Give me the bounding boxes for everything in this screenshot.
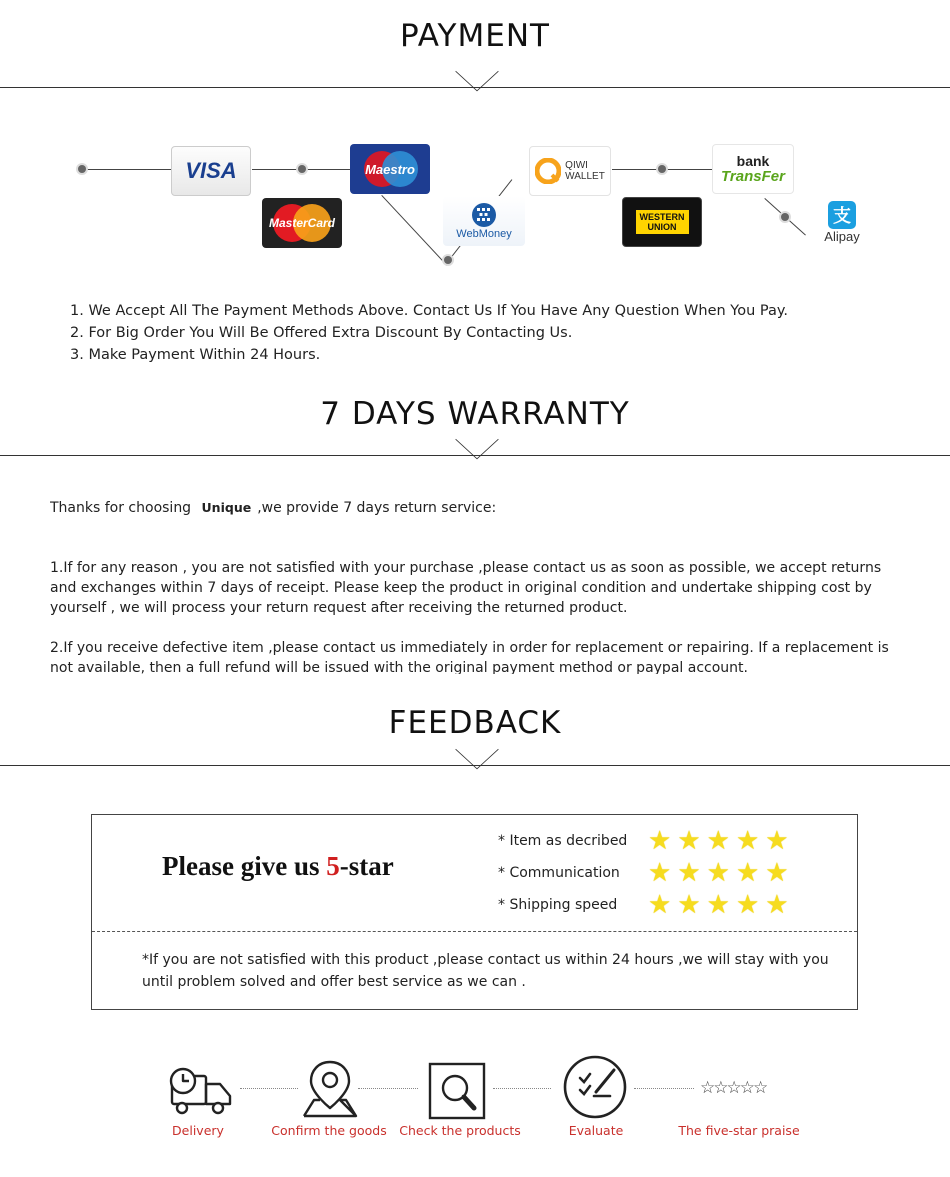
- qiwi-wallet-logo: QIWI WALLET: [529, 146, 611, 196]
- step-label-five-star-praise: The five-star praise: [678, 1123, 800, 1138]
- step-label-check-the-products: Check the products: [399, 1123, 521, 1138]
- webmoney-logo: WebMoney: [443, 196, 525, 246]
- truck-clock-icon: [168, 1066, 234, 1118]
- step-label-delivery: Delivery: [172, 1123, 224, 1138]
- five-stars-icon: ★ ★ ★ ★ ★: [648, 858, 789, 888]
- feedback-title: FEEDBACK: [388, 705, 562, 741]
- payment-note: 2. For Big Order You Will Be Offered Extra Discount By Contacting Us.: [70, 325, 573, 341]
- maestro-logo: Maestro: [350, 144, 430, 194]
- warranty-text: [50, 498, 890, 674]
- checklist-icon: [562, 1054, 628, 1120]
- warranty-title: 7 DAYS WARRANTY: [320, 396, 630, 432]
- location-pin-icon: [300, 1058, 360, 1120]
- dashed-divider: [92, 931, 857, 932]
- feedback-note: *If you are not satisfied with this product ,please contact us within 24 hours ,we will stay with you until problem solved and offer best service as we can .: [142, 952, 829, 990]
- mastercard-logo: MasterCard: [262, 198, 342, 248]
- rating-row: * Item as decribed ★ ★ ★ ★ ★: [498, 825, 795, 857]
- magnifier-icon: [428, 1062, 486, 1120]
- feedback-box: [91, 814, 858, 1010]
- rating-row: * Shipping speed ★ ★ ★ ★ ★: [498, 889, 795, 921]
- five-stars-icon: ☆☆☆☆☆: [700, 1078, 767, 1098]
- chevron-down-icon: [440, 748, 514, 770]
- warranty-intro: Thanks for choosing Unique ,we provide 7 days return service:: [50, 500, 497, 516]
- brand-name: Unique: [201, 500, 252, 515]
- warranty-paragraph-2: 2.If you receive defective item ,please contact us immediately in order for replacement or repairing. If a replacement is not available, then a full refund will be issued with the original payment method or paypal account.: [50, 640, 889, 674]
- rating-row: * Communication ★ ★ ★ ★ ★: [498, 857, 795, 889]
- feedback-headline: Please give us 5-star: [162, 851, 394, 881]
- western-union-logo: WESTERN UNION: [622, 197, 702, 247]
- step-label-evaluate: Evaluate: [568, 1123, 624, 1138]
- chevron-down-icon: [440, 438, 514, 460]
- warranty-paragraph-1: 1.If for any reason , you are not satisfied with your purchase ,please contact us as soon as possible, we accept returns and exchanges within 7 days of receipt. Please keep the product in original condition and undertake shipping cost by yourself , we will process your return request after receiving the returned product.: [50, 560, 882, 616]
- step-label-confirm-the-goods: Confirm the goods: [271, 1123, 387, 1138]
- five-stars-icon: ★ ★ ★ ★ ★: [648, 826, 789, 856]
- chevron-down-icon: [440, 70, 514, 92]
- alipay-logo: 支 Alipay: [810, 196, 874, 248]
- five-stars-icon: ★ ★ ★ ★ ★: [648, 890, 789, 920]
- rating-list: [498, 825, 795, 921]
- bank-transfer-logo: bank TransFer: [712, 144, 794, 194]
- payment-note: 1. We Accept All The Payment Methods Above. Contact Us If You Have Any Question When You Pay.: [70, 303, 789, 319]
- visa-logo: VISA: [171, 146, 251, 196]
- payment-note: 3. Make Payment Within 24 Hours.: [70, 347, 321, 363]
- payment-title: PAYMENT: [400, 18, 550, 54]
- payment-notes: [70, 300, 788, 366]
